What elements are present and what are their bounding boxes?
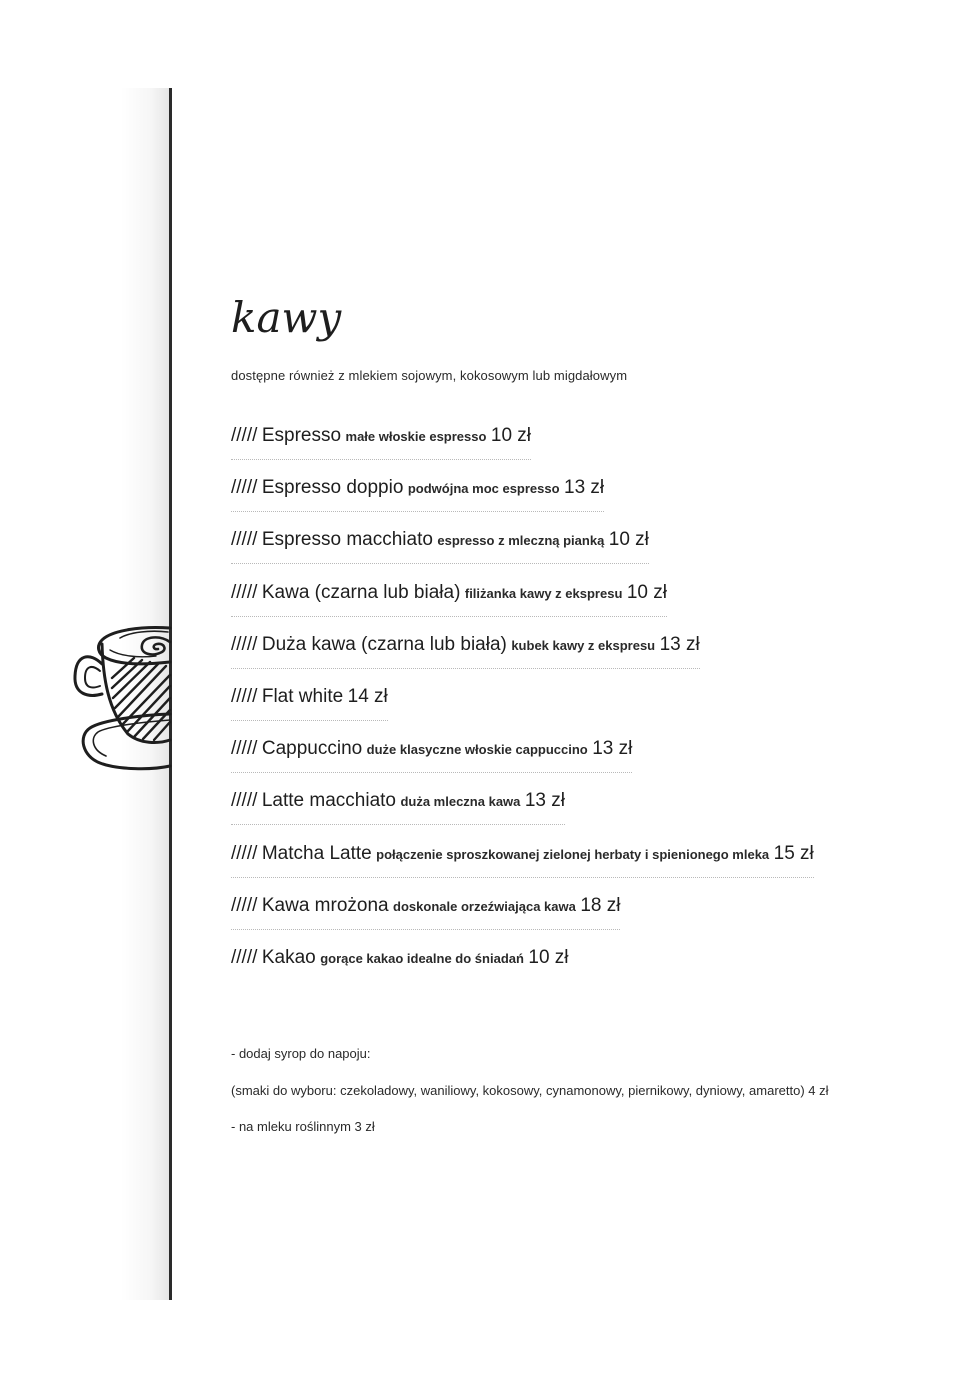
menu-list <box>231 424 871 998</box>
menu-item <box>231 789 871 841</box>
item-slash-mark: ///// <box>231 477 258 499</box>
menu-item <box>231 633 871 685</box>
note-syrup: - dodaj syrop do napoju: <box>231 1046 371 1061</box>
menu-item <box>231 424 871 476</box>
item-name: Matcha Latte <box>261 842 372 864</box>
menu-item <box>231 842 871 894</box>
item-slash-mark: ///// <box>231 790 258 812</box>
item-name: Kawa (czarna lub biała) <box>261 581 461 603</box>
menu-notes <box>231 1045 829 1155</box>
menu-item-row <box>231 894 620 930</box>
menu-item <box>231 737 871 789</box>
item-price: 14 zł <box>347 685 388 707</box>
menu-item-row <box>231 842 814 878</box>
menu-item <box>231 581 871 633</box>
item-slash-mark: ///// <box>231 633 258 655</box>
menu-item-row <box>231 946 569 981</box>
item-price: 13 zł <box>659 633 700 655</box>
item-name: Kawa mrożona <box>261 894 389 916</box>
item-price: 13 zł <box>564 477 605 499</box>
item-name: Espresso macchiato <box>261 529 433 551</box>
item-slash-mark: ///// <box>231 425 258 446</box>
menu-item <box>231 685 871 737</box>
item-description: kubek kawy z ekspresu <box>511 637 656 653</box>
item-slash-mark: ///// <box>231 529 258 551</box>
section-title <box>229 284 369 356</box>
item-name: Kakao <box>261 946 316 968</box>
item-slash-mark: ///// <box>231 685 258 707</box>
coffee-cup-icon <box>72 618 172 773</box>
item-description: gorące kakao idealne do śniadań <box>320 950 524 966</box>
menu-item-row <box>231 528 649 564</box>
item-name: Duża kawa (czarna lub biała) <box>261 633 507 655</box>
item-description: espresso z mleczną pianką <box>437 533 605 549</box>
menu-subtitle: dostępne również z mlekiem sojowym, kokosowym lub migdałowym <box>231 368 628 383</box>
menu-item-row <box>231 633 700 669</box>
menu-item <box>231 946 871 998</box>
item-description: połączenie sproszkowanej zielonej herbaty i spienionego mleka <box>376 846 770 862</box>
item-name: Flat white <box>261 685 344 707</box>
item-name: Latte macchiato <box>261 790 396 812</box>
item-slash-mark: ///// <box>231 738 258 760</box>
item-price: 10 zł <box>608 529 649 551</box>
note-syrup-flavours: (smaki do wyboru: czekoladowy, waniliowy, kokosowy, cynamonowy, piernikowy, dyniowy, amaretto) 4 zł <box>231 1082 829 1098</box>
item-price: 18 zł <box>580 894 621 916</box>
item-price: 15 zł <box>773 842 814 864</box>
item-slash-mark: ///// <box>231 842 258 864</box>
item-description: filiżanka kawy z ekspresu <box>464 585 623 601</box>
item-name: Espresso <box>261 425 342 446</box>
item-slash-mark: ///// <box>231 946 258 968</box>
item-description: doskonale orzeźwiająca kawa <box>393 898 576 914</box>
item-price: 10 zł <box>490 425 532 446</box>
section-title-text: kawy <box>231 293 342 342</box>
item-price: 10 zł <box>626 581 667 603</box>
menu-item-row <box>231 685 388 721</box>
menu-item <box>231 476 871 528</box>
menu-item <box>231 894 871 946</box>
item-name: Espresso doppio <box>261 477 404 499</box>
item-description: duże klasyczne włoskie cappuccino <box>366 742 588 758</box>
note-plant-milk: - na mleku roślinnym 3 zł <box>231 1119 375 1134</box>
item-price: 10 zł <box>528 946 569 968</box>
menu-item-row <box>231 737 632 773</box>
item-slash-mark: ///// <box>231 894 258 916</box>
item-description: duża mleczna kawa <box>400 794 521 810</box>
item-slash-mark: ///// <box>231 581 258 603</box>
menu-item-row <box>231 581 667 617</box>
menu-item-row <box>231 424 531 460</box>
item-price: 13 zł <box>592 738 633 760</box>
menu-item-row <box>231 476 604 512</box>
menu-item-row <box>231 789 565 825</box>
item-description: podwójna moc espresso <box>407 481 560 497</box>
item-name: Cappuccino <box>261 738 363 760</box>
menu-item <box>231 528 871 580</box>
item-description: małe włoskie espresso <box>345 429 487 444</box>
item-price: 13 zł <box>524 790 565 812</box>
